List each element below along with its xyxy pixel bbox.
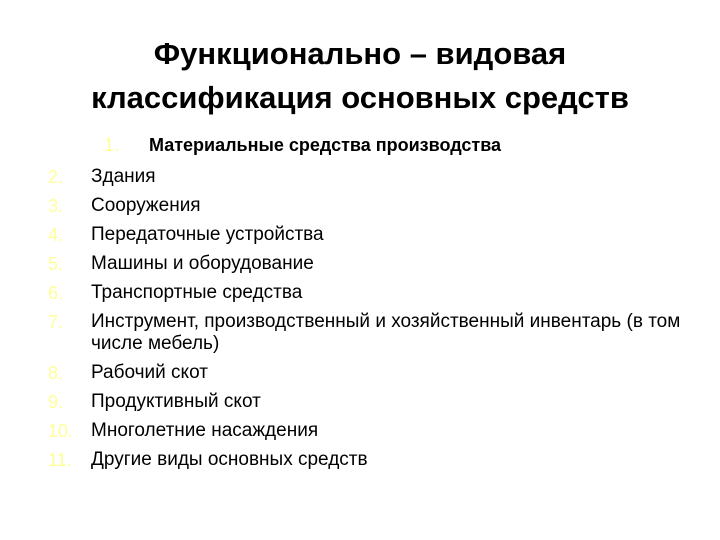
- list-item-label: Материальные средства производства: [149, 135, 502, 155]
- list-item-label: Другие виды основных средств: [91, 449, 368, 470]
- list-item-label: Здания: [91, 166, 156, 187]
- list-item-label: Машины и оборудование: [91, 253, 314, 274]
- slide-title-line-1: Функционально – видовая: [153, 36, 567, 71]
- list-item-label: Рабочий скот: [91, 362, 208, 383]
- list-item-header: [48, 134, 688, 166]
- list-item: [48, 282, 688, 304]
- list-item-number: 9.: [48, 392, 64, 412]
- list-item: [48, 166, 688, 188]
- classification-list-container: [48, 134, 688, 478]
- list-item-label: Инструмент, производственный и хозяйственный инвентарь (в том числе мебель): [91, 311, 681, 354]
- list-item: [48, 253, 688, 275]
- list-item-number: 10.: [48, 421, 74, 441]
- slide-title-line-2: классификация основных средств: [91, 80, 629, 115]
- list-item-number: 11.: [48, 450, 72, 470]
- list-item-label: Сооружения: [91, 195, 201, 216]
- list-item-number: 7.: [48, 312, 64, 332]
- list-item: [48, 420, 688, 442]
- list-item-label: Транспортные средства: [91, 282, 303, 303]
- list-item-number: 1.: [104, 135, 120, 155]
- slide-title: [0, 32, 720, 120]
- classification-list: [48, 166, 688, 471]
- list-item-number: 2.: [48, 167, 64, 187]
- list-item: [48, 362, 688, 384]
- list-item-label: Передаточные устройства: [91, 224, 324, 245]
- list-item: [48, 195, 688, 217]
- list-item-number: 4.: [48, 225, 64, 245]
- list-item-label: Продуктивный скот: [91, 391, 261, 412]
- list-item: [48, 311, 688, 355]
- list-item-number: 6.: [48, 283, 64, 303]
- list-item-number: 3.: [48, 196, 64, 216]
- list-item: [48, 224, 688, 246]
- list-item-label: Многолетние насаждения: [91, 420, 319, 441]
- list-item: [48, 391, 688, 413]
- list-item-number: 8.: [48, 363, 64, 383]
- list-item: [48, 449, 688, 471]
- list-item-number: 5.: [48, 254, 64, 274]
